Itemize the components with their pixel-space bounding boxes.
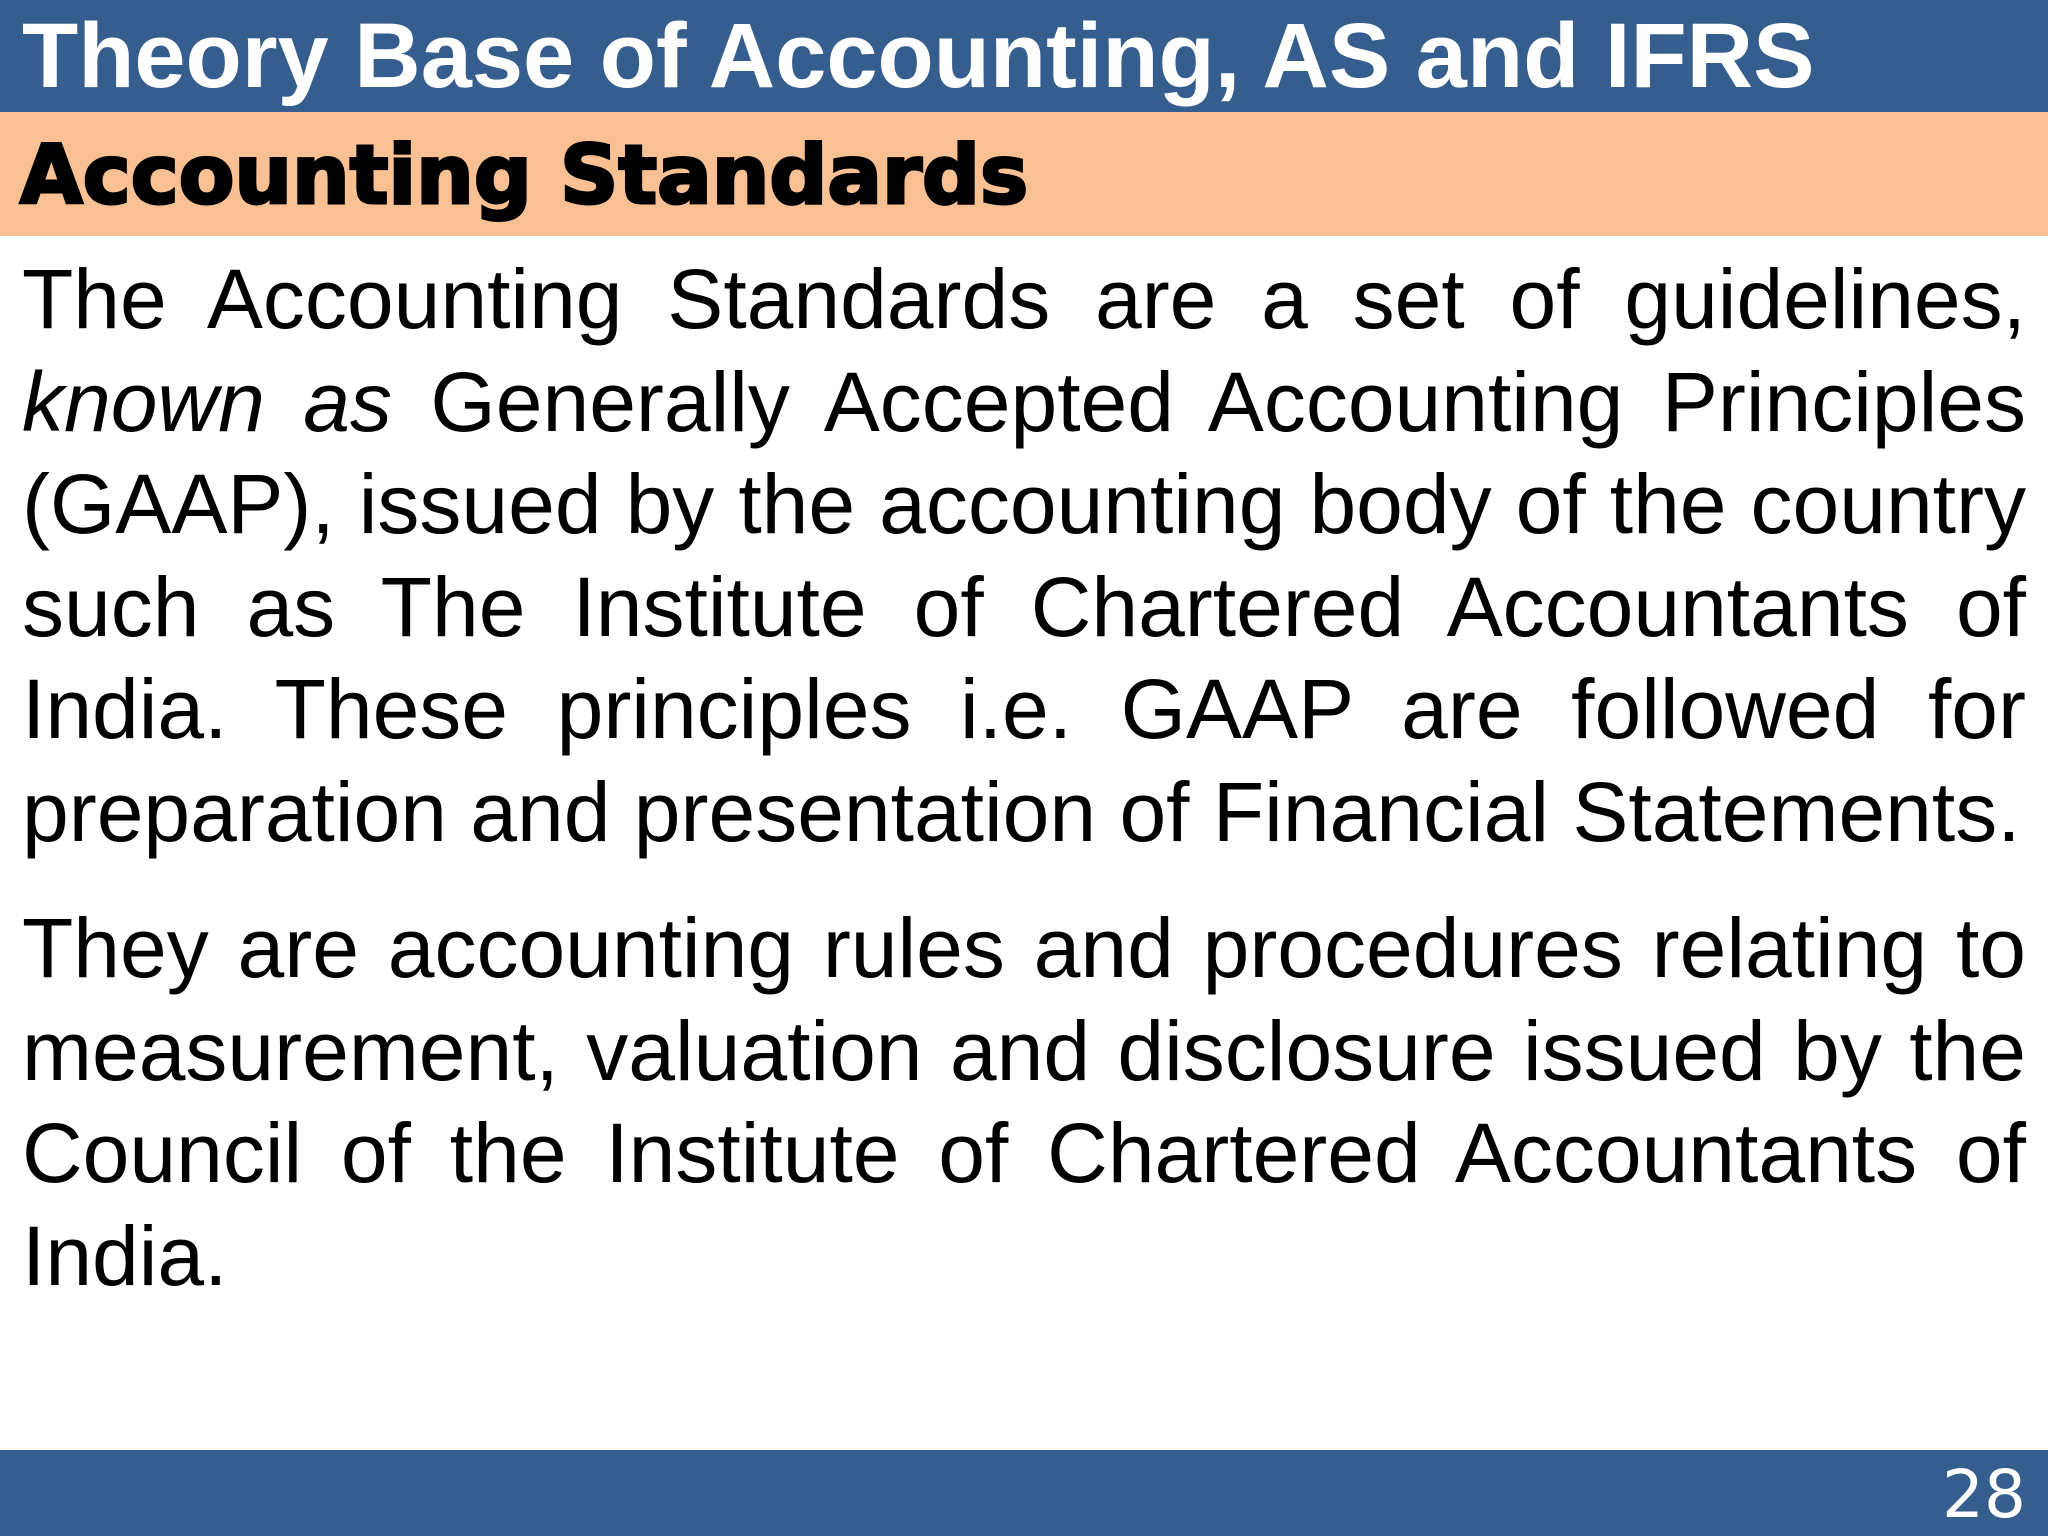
title-bar [0,0,2048,112]
paragraph-definition-part-2: Generally Accepted Accounting Principles (GAAP), issued by the accounting body of the country such as The Institute of Chartered Accountants of India. These principles i.e. GAAP are followed for preparation and presentation of Financial Statements. [22,354,2026,859]
slide-body [22,248,2026,1307]
paragraph-definition-part-1: The Accounting Standards are a set of guidelines, [22,252,2026,346]
paragraph-definition [22,248,2026,863]
slide-title: Theory Base of Accounting, AS and IFRS [22,5,1815,107]
paragraph-rules: They are accounting rules and procedures relating to measurement, valuation and disclosure issued by the Council of the Institute of Chartered Accountants of India. [22,901,2026,1303]
section-heading: Accounting Standards [20,129,1029,223]
footer-bar [0,1450,2048,1536]
paragraph-definition-italic: known as [22,354,392,449]
section-heading-bar [0,112,2048,236]
page-number: 28 [1942,1456,2026,1533]
